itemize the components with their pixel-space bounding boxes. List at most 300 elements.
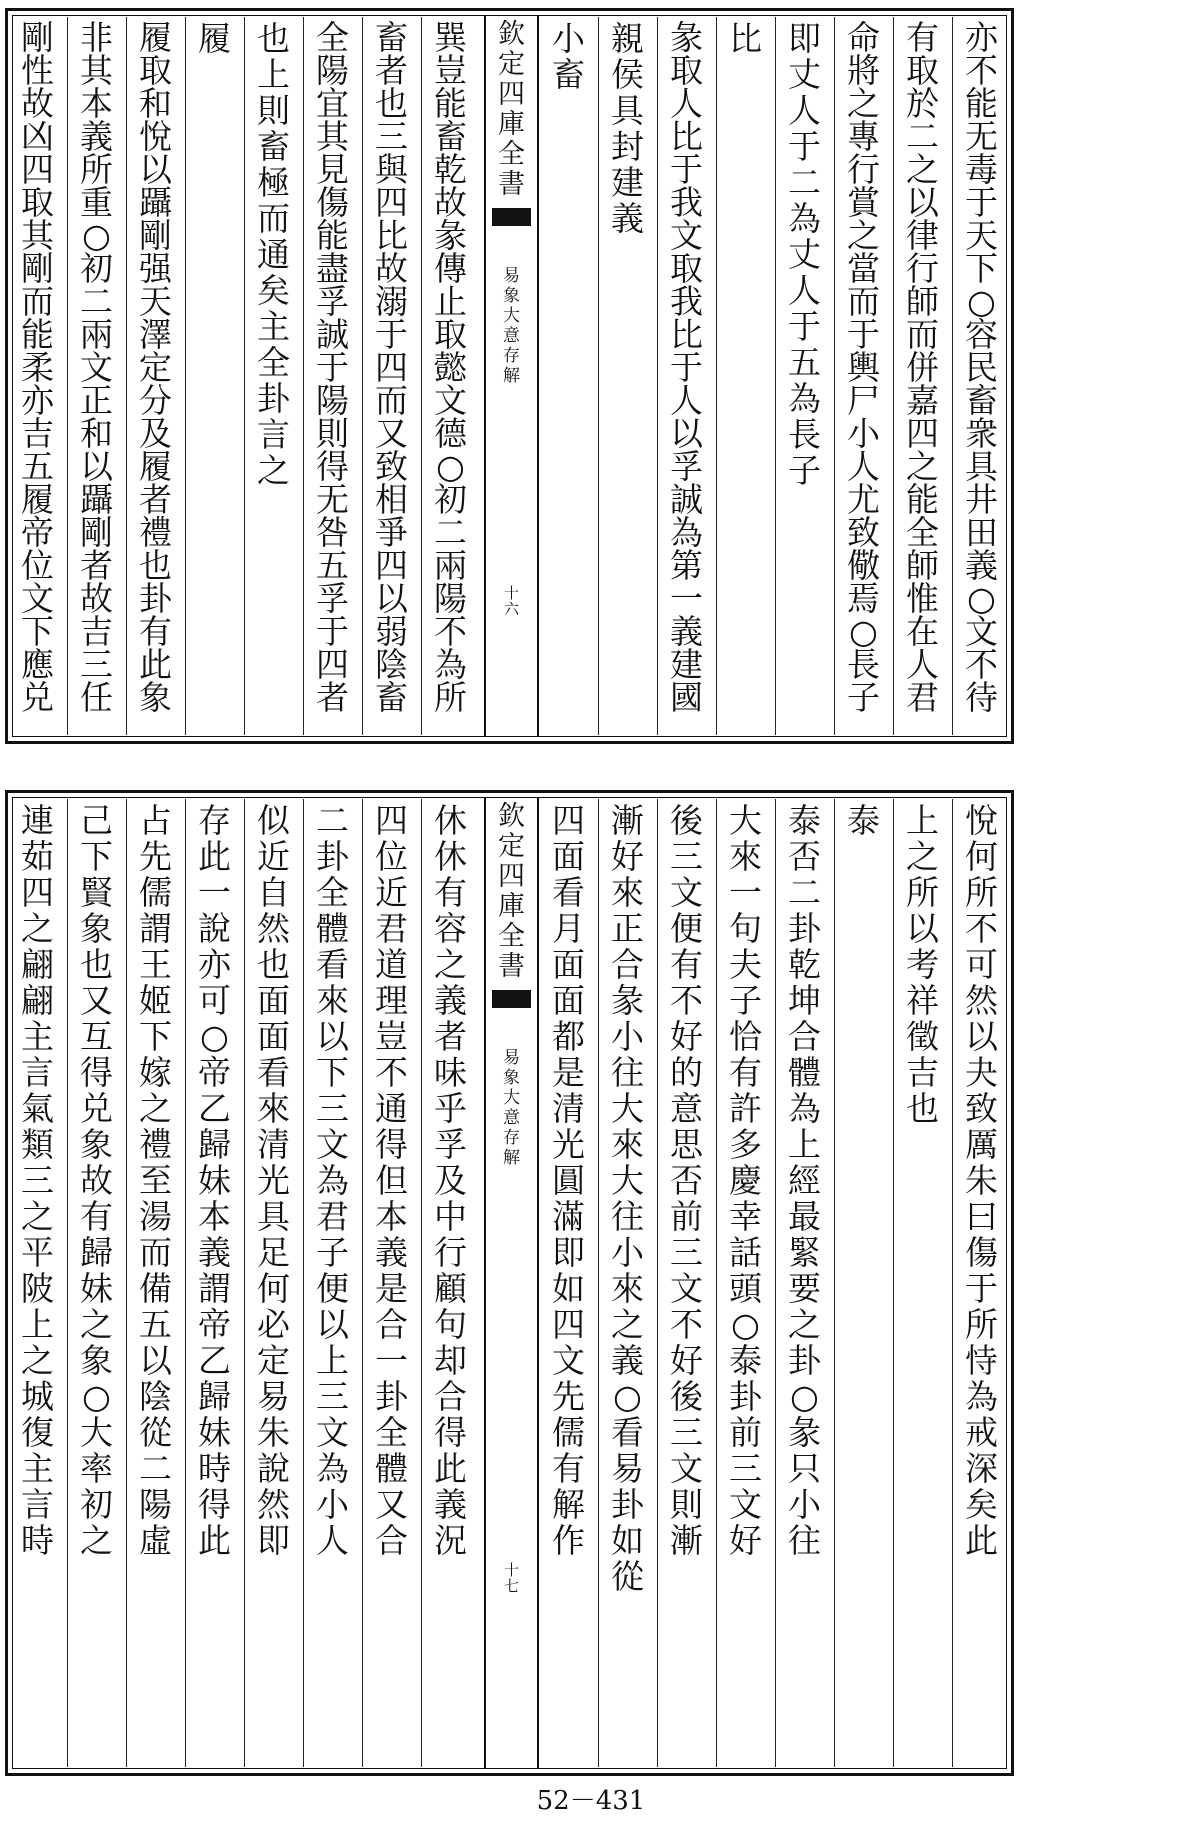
glyph: 致 xyxy=(965,1089,998,1128)
glyph: 思 xyxy=(670,1125,703,1164)
glyph: 不 xyxy=(375,1053,408,1092)
glyph: 四 xyxy=(375,348,408,387)
banner-char: 庫 xyxy=(498,891,525,922)
glyph: 湯 xyxy=(139,1197,172,1236)
glyph: 有 xyxy=(670,945,703,984)
glyph: 類 xyxy=(21,1125,54,1164)
glyph: 連 xyxy=(21,801,54,840)
glyph: 得 xyxy=(198,1485,231,1524)
folio-number xyxy=(486,1562,537,1594)
glyph: 侯 xyxy=(611,55,644,94)
glyph: 全 xyxy=(375,1413,408,1452)
glyph: 說 xyxy=(257,1449,290,1488)
glyph: 封 xyxy=(611,127,644,166)
glyph: 上 xyxy=(257,55,290,94)
glyph: 於 xyxy=(906,84,939,123)
glyph: 焉 xyxy=(847,579,880,618)
glyph: ○ xyxy=(82,216,111,255)
glyph: 面 xyxy=(552,837,585,876)
glyph: 者 xyxy=(316,678,349,717)
glyph: 文 xyxy=(21,579,54,618)
glyph: 人 xyxy=(316,1521,349,1560)
banner-char: 欽 xyxy=(498,19,525,50)
glyph: 義 xyxy=(965,546,998,585)
glyph: 說 xyxy=(198,909,231,948)
glyph: 所 xyxy=(906,873,939,912)
glyph: 之 xyxy=(80,1305,113,1344)
banner-header xyxy=(486,20,537,200)
glyph: 于 xyxy=(965,1269,998,1308)
glyph: ○ xyxy=(967,282,996,321)
column-rule xyxy=(834,17,835,735)
glyph: 見 xyxy=(316,150,349,189)
glyph: 二 xyxy=(80,282,113,321)
glyph: 象 xyxy=(80,1125,113,1164)
glyph: 祥 xyxy=(906,981,939,1020)
glyph: 足 xyxy=(257,1233,290,1272)
glyph: 止 xyxy=(434,282,467,321)
glyph: 之 xyxy=(257,451,290,490)
glyph: 畜 xyxy=(257,127,290,166)
text-column xyxy=(952,803,1011,1559)
glyph: 彖 xyxy=(611,981,644,1020)
glyph: 上 xyxy=(21,1305,54,1344)
glyph: 柔 xyxy=(21,348,54,387)
glyph: 乎 xyxy=(434,1089,467,1128)
glyph: 歸 xyxy=(198,1377,231,1416)
glyph: 之 xyxy=(21,1197,54,1236)
glyph: 分 xyxy=(139,381,172,420)
glyph: 却 xyxy=(434,1341,467,1380)
banner-header xyxy=(486,802,537,982)
glyph: 陽 xyxy=(139,1485,172,1524)
glyph: 其 xyxy=(316,117,349,156)
glyph: 不 xyxy=(965,645,998,684)
glyph: 又 xyxy=(375,1485,408,1524)
folio-char: 六 xyxy=(503,600,519,619)
banner-char: 書 xyxy=(498,951,525,982)
glyph: 孚 xyxy=(434,1125,467,1164)
glyph: 歸 xyxy=(198,1125,231,1164)
glyph: 得 xyxy=(316,447,349,486)
text-column xyxy=(126,18,185,717)
glyph: 看 xyxy=(611,1413,644,1452)
glyph: 坤 xyxy=(788,981,821,1020)
text-column xyxy=(67,18,126,717)
glyph: 文 xyxy=(965,612,998,651)
glyph: 文 xyxy=(670,216,703,255)
glyph: 乾 xyxy=(788,945,821,984)
glyph: 容 xyxy=(965,315,998,354)
glyph: 休 xyxy=(434,801,467,840)
glyph: 于 xyxy=(788,127,821,166)
glyph: 義 xyxy=(80,117,113,156)
glyph: 看 xyxy=(316,945,349,984)
glyph: 為 xyxy=(316,1161,349,1200)
glyph: 二 xyxy=(316,801,349,840)
glyph: 五 xyxy=(21,447,54,486)
glyph: 天 xyxy=(965,216,998,255)
banner-char: 四 xyxy=(498,861,525,892)
text-column xyxy=(67,803,126,1559)
glyph: 誠 xyxy=(670,480,703,519)
glyph: 文 xyxy=(316,1413,349,1452)
glyph: 之 xyxy=(434,945,467,984)
glyph: 如 xyxy=(552,1269,585,1308)
text-column xyxy=(303,18,362,717)
glyph: 无 xyxy=(965,117,998,156)
glyph: 即 xyxy=(788,19,821,58)
glyph: 得 xyxy=(375,1125,408,1164)
glyph: 其 xyxy=(21,216,54,255)
glyph: 帝 xyxy=(21,513,54,552)
glyph: 而 xyxy=(906,315,939,354)
glyph: 光 xyxy=(257,1161,290,1200)
glyph: 許 xyxy=(729,1089,762,1128)
glyph: 所 xyxy=(965,1305,998,1344)
glyph: 非 xyxy=(80,18,113,57)
glyph: 全 xyxy=(257,343,290,382)
glyph: 本 xyxy=(375,1197,408,1236)
glyph: 泰 xyxy=(847,801,880,840)
text-column xyxy=(716,803,775,1559)
glyph: 三 xyxy=(670,1413,703,1452)
glyph: 子 xyxy=(788,451,821,490)
glyph: 之 xyxy=(21,1341,54,1380)
glyph: 也 xyxy=(375,84,408,123)
column-rule xyxy=(303,799,304,1767)
glyph: 以 xyxy=(965,1017,998,1056)
glyph: 為 xyxy=(670,513,703,552)
column-rule xyxy=(362,17,363,735)
glyph: 象 xyxy=(80,1341,113,1380)
glyph: 彖 xyxy=(788,1413,821,1452)
glyph: 合 xyxy=(611,945,644,984)
glyph: 戒 xyxy=(965,1413,998,1452)
glyph: 體 xyxy=(316,909,349,948)
subtitle-char: 解 xyxy=(503,366,520,386)
glyph: 巽 xyxy=(434,18,467,57)
glyph: 下 xyxy=(965,249,998,288)
glyph: 考 xyxy=(906,945,939,984)
glyph: 以 xyxy=(139,1341,172,1380)
glyph: 時 xyxy=(21,1521,54,1560)
glyph: 即 xyxy=(552,1233,585,1272)
glyph: 前 xyxy=(729,1413,762,1452)
column-rule xyxy=(67,17,68,735)
text-column xyxy=(775,21,834,489)
glyph: 後 xyxy=(670,801,703,840)
glyph: 言 xyxy=(257,415,290,454)
glyph: 可 xyxy=(198,981,231,1020)
column-rule xyxy=(303,17,304,735)
glyph: 否 xyxy=(670,1161,703,1200)
glyph: 滿 xyxy=(552,1197,585,1236)
glyph: 懿 xyxy=(434,348,467,387)
glyph: 文 xyxy=(670,1269,703,1308)
text-column xyxy=(303,803,362,1559)
glyph: 人 xyxy=(670,381,703,420)
glyph: 話 xyxy=(729,1233,762,1272)
text-column xyxy=(598,803,657,1595)
glyph: 此 xyxy=(965,1521,998,1560)
glyph: 王 xyxy=(139,945,172,984)
glyph: 一 xyxy=(198,873,231,912)
folio-char: 十 xyxy=(503,1561,519,1580)
glyph: 將 xyxy=(847,51,880,90)
glyph: 有 xyxy=(434,873,467,912)
glyph: 所 xyxy=(434,678,467,717)
glyph: 兩 xyxy=(434,546,467,585)
glyph: 卦 xyxy=(729,1377,762,1416)
glyph: 曰 xyxy=(965,1197,998,1236)
glyph: 取 xyxy=(139,51,172,90)
glyph: 漸 xyxy=(670,1521,703,1560)
banner-subtitle xyxy=(486,266,537,386)
glyph: 文 xyxy=(729,1485,762,1524)
glyph: 應 xyxy=(21,645,54,684)
glyph: 似 xyxy=(257,801,290,840)
glyph: 兑 xyxy=(80,1089,113,1128)
glyph: 于 xyxy=(316,348,349,387)
glyph: 通 xyxy=(375,1089,408,1128)
glyph: 剛 xyxy=(139,216,172,255)
glyph: 長 xyxy=(847,645,880,684)
glyph: 爭 xyxy=(375,513,408,552)
glyph: 其 xyxy=(80,51,113,90)
glyph: 人 xyxy=(788,91,821,130)
glyph: 之 xyxy=(906,837,939,876)
glyph: 而 xyxy=(375,381,408,420)
glyph: 為 xyxy=(965,1377,998,1416)
text-column xyxy=(539,21,598,93)
glyph: 四 xyxy=(552,1305,585,1344)
glyph: 以 xyxy=(906,909,939,948)
glyph: 緊 xyxy=(788,1233,821,1272)
glyph: 也 xyxy=(257,945,290,984)
glyph: 此 xyxy=(434,1449,467,1488)
text-column xyxy=(421,803,480,1559)
glyph: 來 xyxy=(729,837,762,876)
glyph: 小 xyxy=(847,414,880,453)
glyph: 以 xyxy=(139,150,172,189)
glyph: 道 xyxy=(375,945,408,984)
glyph: 文 xyxy=(316,1125,349,1164)
glyph: 顧 xyxy=(434,1269,467,1308)
glyph: 民 xyxy=(965,348,998,387)
glyph: 都 xyxy=(552,1017,585,1056)
glyph: 故 xyxy=(80,1161,113,1200)
glyph: 主 xyxy=(257,307,290,346)
glyph: 歸 xyxy=(80,1233,113,1272)
glyph: 于 xyxy=(670,348,703,387)
glyph: 併 xyxy=(906,348,939,387)
glyph: 己 xyxy=(80,801,113,840)
subtitle-char: 意 xyxy=(503,1108,520,1128)
glyph: 弱 xyxy=(375,612,408,651)
glyph: 及 xyxy=(434,1161,467,1200)
glyph: 但 xyxy=(375,1161,408,1200)
glyph: ○ xyxy=(790,1377,819,1416)
glyph: 小 xyxy=(316,1485,349,1524)
column-rule xyxy=(421,799,422,1767)
glyph: 四 xyxy=(375,183,408,222)
glyph: 之 xyxy=(906,150,939,189)
glyph: 三 xyxy=(729,1449,762,1488)
glyph: ○ xyxy=(200,1017,229,1056)
glyph: 朱 xyxy=(257,1413,290,1452)
text-column xyxy=(834,803,893,839)
glyph: 吉 xyxy=(906,1053,939,1092)
glyph: 理 xyxy=(375,981,408,1020)
text-column xyxy=(362,18,421,717)
glyph: 以 xyxy=(906,183,939,222)
glyph: 比 xyxy=(375,216,408,255)
glyph: 存 xyxy=(198,801,231,840)
glyph: 中 xyxy=(434,1197,467,1236)
glyph: 人 xyxy=(788,271,821,310)
column-rule xyxy=(893,799,894,1767)
glyph: 位 xyxy=(375,837,408,876)
glyph: ○ xyxy=(82,1377,111,1416)
text-column xyxy=(244,803,303,1559)
glyph: 取 xyxy=(21,183,54,222)
glyph: 翩 xyxy=(21,945,54,984)
glyph: 恰 xyxy=(729,1017,762,1056)
glyph: 之 xyxy=(906,447,939,486)
banner-char: 全 xyxy=(498,921,525,952)
glyph: 頭 xyxy=(729,1269,762,1308)
glyph: 必 xyxy=(257,1305,290,1344)
glyph: 何 xyxy=(257,1269,290,1308)
column-rule xyxy=(598,799,599,1767)
glyph: 五 xyxy=(788,343,821,382)
glyph: 月 xyxy=(552,909,585,948)
subtitle-char: 解 xyxy=(503,1148,520,1168)
column-rule xyxy=(598,17,599,735)
glyph: 卦 xyxy=(316,837,349,876)
glyph: 于 xyxy=(965,183,998,222)
glyph: 而 xyxy=(139,1233,172,1272)
glyph: 四 xyxy=(375,546,408,585)
glyph: 來 xyxy=(611,873,644,912)
glyph: ○ xyxy=(436,447,465,486)
glyph: 不 xyxy=(965,909,998,948)
glyph: 剛 xyxy=(80,513,113,552)
glyph: 小 xyxy=(552,19,585,58)
glyph: 定 xyxy=(257,1341,290,1380)
glyph: 溺 xyxy=(375,282,408,321)
glyph: 畜 xyxy=(434,117,467,156)
glyph: 大 xyxy=(611,1161,644,1200)
glyph: 後 xyxy=(670,1377,703,1416)
glyph: 取 xyxy=(434,315,467,354)
glyph: 我 xyxy=(670,282,703,321)
glyph: 于 xyxy=(788,307,821,346)
glyph: 近 xyxy=(257,837,290,876)
banner-char: 庫 xyxy=(498,109,525,140)
glyph: 二 xyxy=(139,1449,172,1488)
glyph: 上 xyxy=(788,1125,821,1164)
glyph: 面 xyxy=(552,981,585,1020)
glyph: 則 xyxy=(257,91,290,130)
glyph: 嫁 xyxy=(139,1053,172,1092)
glyph: 本 xyxy=(198,1197,231,1236)
glyph: 義 xyxy=(434,981,467,1020)
glyph: 為 xyxy=(788,1089,821,1128)
glyph: 取 xyxy=(670,249,703,288)
glyph: 傷 xyxy=(965,1233,998,1272)
glyph: 也 xyxy=(906,1089,939,1128)
glyph: 畜 xyxy=(375,18,408,57)
glyph: 要 xyxy=(788,1269,821,1308)
glyph: 卦 xyxy=(375,1377,408,1416)
column-rule xyxy=(126,17,127,735)
glyph: 率 xyxy=(80,1449,113,1488)
glyph: 四 xyxy=(375,801,408,840)
glyph: 先 xyxy=(139,837,172,876)
glyph: 比 xyxy=(729,19,762,58)
glyph: 的 xyxy=(670,1053,703,1092)
glyph: 德 xyxy=(434,414,467,453)
subtitle-char: 易 xyxy=(503,266,520,286)
glyph: 定 xyxy=(139,348,172,387)
column-rule xyxy=(775,799,776,1767)
text-column xyxy=(362,803,421,1559)
glyph: 為 xyxy=(788,199,821,238)
glyph: 性 xyxy=(21,51,54,90)
glyph: 吉 xyxy=(21,414,54,453)
glyph: 能 xyxy=(965,84,998,123)
glyph: 陰 xyxy=(375,645,408,684)
glyph: 上 xyxy=(316,1341,349,1380)
glyph: 于 xyxy=(316,612,349,651)
glyph: 師 xyxy=(906,282,939,321)
glyph: 先 xyxy=(552,1377,585,1416)
glyph: 也 xyxy=(139,546,172,585)
glyph: 合 xyxy=(375,1305,408,1344)
folio-number xyxy=(486,585,537,617)
glyph: 帝 xyxy=(198,1305,231,1344)
text-column xyxy=(893,18,952,717)
glyph: 位 xyxy=(21,546,54,585)
glyph: 亦 xyxy=(21,381,54,420)
glyph: 所 xyxy=(80,150,113,189)
glyph: 所 xyxy=(965,873,998,912)
glyph: 任 xyxy=(80,678,113,717)
glyph: 互 xyxy=(80,1017,113,1056)
glyph: 孚 xyxy=(316,282,349,321)
glyph: 何 xyxy=(965,837,998,876)
banner-char: 定 xyxy=(498,49,525,80)
glyph: 得 xyxy=(434,1413,467,1452)
subtitle-char: 大 xyxy=(503,306,520,326)
bottom-page xyxy=(5,790,1014,1776)
glyph: 之 xyxy=(847,216,880,255)
glyph: 之 xyxy=(847,84,880,123)
glyph: 時 xyxy=(198,1449,231,1488)
glyph: 傳 xyxy=(434,249,467,288)
glyph: 極 xyxy=(257,163,290,202)
glyph: 圓 xyxy=(552,1161,585,1200)
glyph: 躡 xyxy=(80,480,113,519)
glyph: 茹 xyxy=(21,837,54,876)
glyph: 亦 xyxy=(198,945,231,984)
glyph: 大 xyxy=(729,801,762,840)
glyph: 容 xyxy=(434,909,467,948)
text-column xyxy=(185,803,244,1559)
glyph: 為 xyxy=(434,645,467,684)
